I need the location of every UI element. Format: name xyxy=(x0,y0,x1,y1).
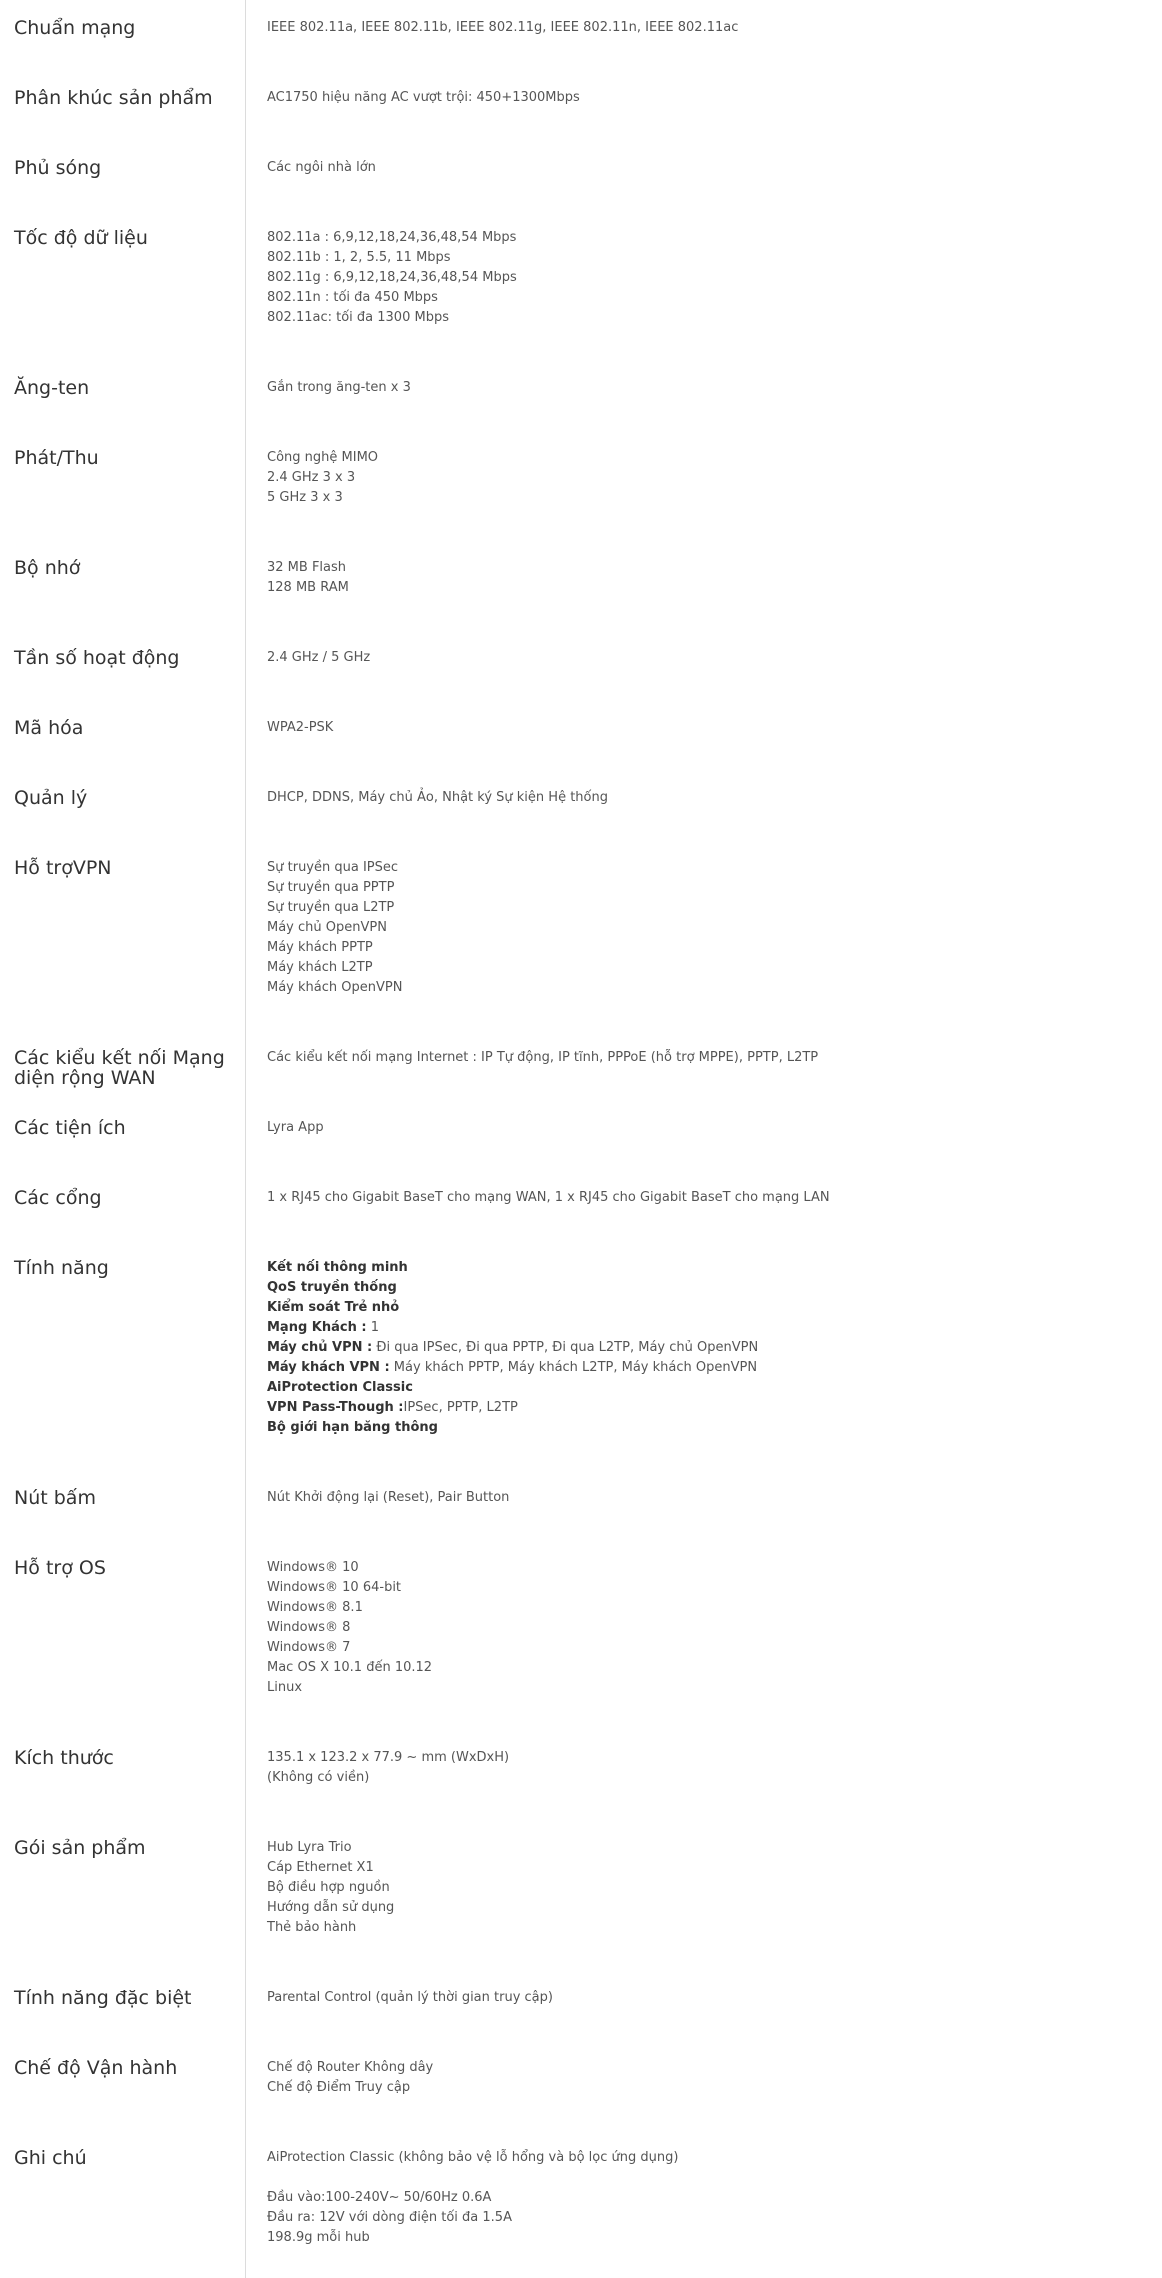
spec-value-line xyxy=(267,1988,1147,2008)
spec-value-bold: QoS truyền thống xyxy=(267,1280,397,1295)
spec-value-line xyxy=(267,1378,1147,1398)
spec-value-text: Thẻ bảo hành xyxy=(267,1920,357,1935)
spec-label: Nút bấm xyxy=(14,1487,96,1509)
spec-label: Tần số hoạt động xyxy=(14,647,180,669)
spec-value-text: Công nghệ MIMO xyxy=(267,450,379,465)
spec-label: Chế độ Vận hành xyxy=(14,2057,178,2079)
spec-value-bold: Kiểm soát Trẻ nhỏ xyxy=(267,1300,400,1315)
spec-value-line xyxy=(267,488,1147,508)
spec-label: Các tiện ích xyxy=(14,1117,126,1139)
spec-value-text: Hub Lyra Trio xyxy=(267,1840,352,1855)
spec-value-line xyxy=(267,158,1147,178)
spec-value-text: Máy chủ OpenVPN xyxy=(267,920,387,935)
spec-value-bold: VPN Pass-Though : xyxy=(267,1400,404,1415)
spec-value-line xyxy=(267,1258,1147,1278)
spec-value xyxy=(267,448,1147,508)
spec-value-line xyxy=(267,1298,1147,1318)
spec-label: Các kiểu kết nối Mạng diện rộng WAN xyxy=(14,1047,225,1089)
spec-value-line xyxy=(267,718,1147,738)
spec-label: Ăng-ten xyxy=(14,377,90,399)
spec-value-text: Máy khách PPTP, Máy khách L2TP, Máy khách OpenVPN xyxy=(389,1360,758,1375)
spec-value-line xyxy=(267,2058,1147,2078)
spec-value xyxy=(267,1988,1147,2008)
spec-value-text: Sự truyền qua L2TP xyxy=(267,900,395,915)
spec-value-text: AiProtection Classic (không bảo vệ lỗ hổng và bộ lọc ứng dụng) xyxy=(267,2150,679,2165)
spec-label: Bộ nhớ xyxy=(14,557,81,579)
spec-value-line xyxy=(267,1278,1147,1298)
spec-label: Mã hóa xyxy=(14,717,84,739)
spec-value-line xyxy=(267,268,1147,288)
spec-value xyxy=(267,1188,1147,1208)
spec-value-line xyxy=(267,858,1147,878)
spec-value-line xyxy=(267,1878,1147,1898)
spec-value-line xyxy=(267,448,1147,468)
spec-value-text: Máy khách OpenVPN xyxy=(267,980,403,995)
spec-value xyxy=(267,18,1147,38)
spec-value xyxy=(267,858,1147,998)
spec-value-text: WPA2-PSK xyxy=(267,720,334,735)
spec-value-line xyxy=(267,1598,1147,1618)
spec-value-line xyxy=(267,288,1147,308)
spec-value-line xyxy=(267,1918,1147,1938)
spec-value-line xyxy=(267,1678,1147,1698)
spec-value-text: Windows® 8 xyxy=(267,1620,351,1635)
spec-value-text: Chế độ Điểm Truy cập xyxy=(267,2080,411,2095)
spec-value-line xyxy=(267,2188,1147,2208)
spec-value-line xyxy=(267,1488,1147,1508)
spec-value-text: Gắn trong ăng-ten x 3 xyxy=(267,380,411,395)
spec-value-line xyxy=(267,938,1147,958)
spec-value-text: 802.11ac: tối đa 1300 Mbps xyxy=(267,310,449,325)
spec-label: Tính năng đặc biệt xyxy=(14,1987,192,2009)
spec-value-text: Windows® 10 64-bit xyxy=(267,1580,402,1595)
spec-value-line xyxy=(267,1748,1147,1768)
spec-value-text: 802.11b : 1, 2, 5.5, 11 Mbps xyxy=(267,250,451,265)
spec-value-line xyxy=(267,978,1147,998)
spec-value-text: 5 GHz 3 x 3 xyxy=(267,490,343,505)
spec-value xyxy=(267,1748,1147,1788)
spec-value-text: Hướng dẫn sử dụng xyxy=(267,1900,395,1915)
spec-value-text: 802.11n : tối đa 450 Mbps xyxy=(267,290,438,305)
spec-value-line xyxy=(267,1838,1147,1858)
spec-value-text: Chế độ Router Không dây xyxy=(267,2060,434,2075)
spec-value-line xyxy=(267,578,1147,598)
spec-value-text: Windows® 10 xyxy=(267,1560,359,1575)
spec-value-line xyxy=(267,1638,1147,1658)
spec-value-text: 135.1 x 123.2 x 77.9 ~ mm (WxDxH) xyxy=(267,1750,510,1765)
spec-value xyxy=(267,1258,1147,1438)
spec-value-line xyxy=(267,2168,1147,2188)
spec-value xyxy=(267,1048,1147,1068)
spec-value-line xyxy=(267,898,1147,918)
spec-value xyxy=(267,1838,1147,1938)
spec-value xyxy=(267,718,1147,738)
spec-value-line xyxy=(267,2148,1147,2168)
spec-value-line xyxy=(267,1188,1147,1208)
spec-value xyxy=(267,2058,1147,2098)
spec-value-bold: AiProtection Classic xyxy=(267,1380,413,1395)
spec-value-text: DHCP, DDNS, Máy chủ Ảo, Nhật ký Sự kiện Hệ thống xyxy=(267,790,608,805)
spec-value-text: Máy khách L2TP xyxy=(267,960,373,975)
spec-value xyxy=(267,788,1147,808)
spec-value-text: (Không có viền) xyxy=(267,1770,370,1785)
spec-value-line xyxy=(267,2208,1147,2228)
spec-value-bold: Bộ giới hạn băng thông xyxy=(267,1420,438,1435)
spec-label: Tốc độ dữ liệu xyxy=(14,227,148,249)
spec-value-text: Lyra App xyxy=(267,1120,324,1135)
spec-value-text: IPSec, PPTP, L2TP xyxy=(403,1400,518,1415)
spec-value-line xyxy=(267,18,1147,38)
spec-value-text: Các kiểu kết nối mạng Internet : IP Tự động, IP tĩnh, PPPoE (hỗ trợ MPPE), PPTP, L2TP xyxy=(267,1050,819,1065)
spec-value-text: Bộ điều hợp nguồn xyxy=(267,1880,390,1895)
spec-value-text: 1 x RJ45 cho Gigabit BaseT cho mạng WAN, 1 x RJ45 cho Gigabit BaseT cho mạng LAN xyxy=(267,1190,830,1205)
spec-value-text: Windows® 7 xyxy=(267,1640,351,1655)
spec-value-text: 2.4 GHz / 5 GHz xyxy=(267,650,371,665)
spec-value-line xyxy=(267,918,1147,938)
spec-value-line xyxy=(267,1558,1147,1578)
spec-value-text: AC1750 hiệu năng AC vượt trội: 450+1300Mbps xyxy=(267,90,580,105)
spec-value-text: Sự truyền qua PPTP xyxy=(267,880,395,895)
spec-value xyxy=(267,158,1147,178)
spec-value-line xyxy=(267,1338,1147,1358)
spec-label: Phủ sóng xyxy=(14,157,102,179)
spec-value-line xyxy=(267,228,1147,248)
spec-value-line xyxy=(267,1578,1147,1598)
spec-value-line xyxy=(267,1398,1147,1418)
spec-label: Phân khúc sản phẩm xyxy=(14,87,213,109)
spec-value-text: Cáp Ethernet X1 xyxy=(267,1860,374,1875)
spec-value-text: Đầu vào:100-240V~ 50/60Hz 0.6A xyxy=(267,2190,492,2205)
spec-label: Chuẩn mạng xyxy=(14,17,136,39)
spec-label: Quản lý xyxy=(14,787,88,809)
spec-value-line xyxy=(267,468,1147,488)
spec-value-text: Parental Control (quản lý thời gian truy cập) xyxy=(267,1990,553,2005)
spec-value xyxy=(267,648,1147,668)
spec-value-bold: Mạng Khách : xyxy=(267,1320,367,1335)
spec-value-line xyxy=(267,1898,1147,1918)
spec-label: Gói sản phẩm xyxy=(14,1837,146,1859)
spec-value-text: Linux xyxy=(267,1680,303,1695)
spec-value-bold: Máy chủ VPN : xyxy=(267,1340,373,1355)
spec-value-line xyxy=(267,1768,1147,1788)
spec-value-line xyxy=(267,1358,1147,1378)
spec-value-text: 2.4 GHz 3 x 3 xyxy=(267,470,356,485)
spec-value-line xyxy=(267,88,1147,108)
spec-value-line xyxy=(267,1048,1147,1068)
spec-value xyxy=(267,558,1147,598)
spec-value xyxy=(267,1558,1147,1698)
column-divider xyxy=(245,0,246,2278)
spec-value-text: Sự truyền qua IPSec xyxy=(267,860,399,875)
spec-label: Hỗ trợVPN xyxy=(14,857,112,879)
spec-value-text: Các ngôi nhà lớn xyxy=(267,160,376,175)
spec-value-line xyxy=(267,1118,1147,1138)
spec-label: Tính năng xyxy=(14,1257,109,1279)
spec-label: Hỗ trợ OS xyxy=(14,1557,106,1579)
spec-value-line xyxy=(267,1318,1147,1338)
spec-value-line xyxy=(267,788,1147,808)
spec-value-line xyxy=(267,1618,1147,1638)
spec-label: Các cổng xyxy=(14,1187,102,1209)
spec-value-line xyxy=(267,1658,1147,1678)
spec-value-text: Đầu ra: 12V với dòng điện tối đa 1.5A xyxy=(267,2210,512,2225)
spec-value-line xyxy=(267,648,1147,668)
spec-value xyxy=(267,2148,1147,2248)
spec-value-line xyxy=(267,378,1147,398)
spec-value-text: Mac OS X 10.1 đến 10.12 xyxy=(267,1660,433,1675)
spec-value-line xyxy=(267,2228,1147,2248)
spec-label: Phát/Thu xyxy=(14,447,99,469)
spec-value-text: 198.9g mỗi hub xyxy=(267,2230,370,2245)
spec-value-text: 802.11a : 6,9,12,18,24,36,48,54 Mbps xyxy=(267,230,517,245)
spec-value-line xyxy=(267,2078,1147,2098)
spec-value-bold: Máy khách VPN : xyxy=(267,1360,390,1375)
spec-value xyxy=(267,1488,1147,1508)
spec-value-line xyxy=(267,958,1147,978)
spec-value-text: 1 xyxy=(366,1320,379,1335)
spec-value-text: Máy khách PPTP xyxy=(267,940,373,955)
spec-value-line xyxy=(267,1418,1147,1438)
spec-label: Ghi chú xyxy=(14,2147,87,2169)
spec-value-line xyxy=(267,558,1147,578)
spec-value xyxy=(267,378,1147,398)
spec-value-text: Nút Khởi động lại (Reset), Pair Button xyxy=(267,1490,510,1505)
spec-label: Kích thước xyxy=(14,1747,114,1769)
spec-value-text: Windows® 8.1 xyxy=(267,1600,363,1615)
spec-value-line xyxy=(267,248,1147,268)
spec-value-text: 32 MB Flash xyxy=(267,560,347,575)
spec-value-line xyxy=(267,1858,1147,1878)
spec-value-text: IEEE 802.11a, IEEE 802.11b, IEEE 802.11g, IEEE 802.11n, IEEE 802.11ac xyxy=(267,20,739,35)
spec-value xyxy=(267,1118,1147,1138)
spec-value-line xyxy=(267,878,1147,898)
spec-value-text: 802.11g : 6,9,12,18,24,36,48,54 Mbps xyxy=(267,270,517,285)
spec-value-bold: Kết nối thông minh xyxy=(267,1260,408,1275)
spec-value xyxy=(267,88,1147,108)
spec-value-line xyxy=(267,308,1147,328)
spec-value-text: Đi qua IPSec, Đi qua PPTP, Đi qua L2TP, Máy chủ OpenVPN xyxy=(372,1340,759,1355)
spec-value-text: 128 MB RAM xyxy=(267,580,349,595)
spec-value xyxy=(267,228,1147,328)
